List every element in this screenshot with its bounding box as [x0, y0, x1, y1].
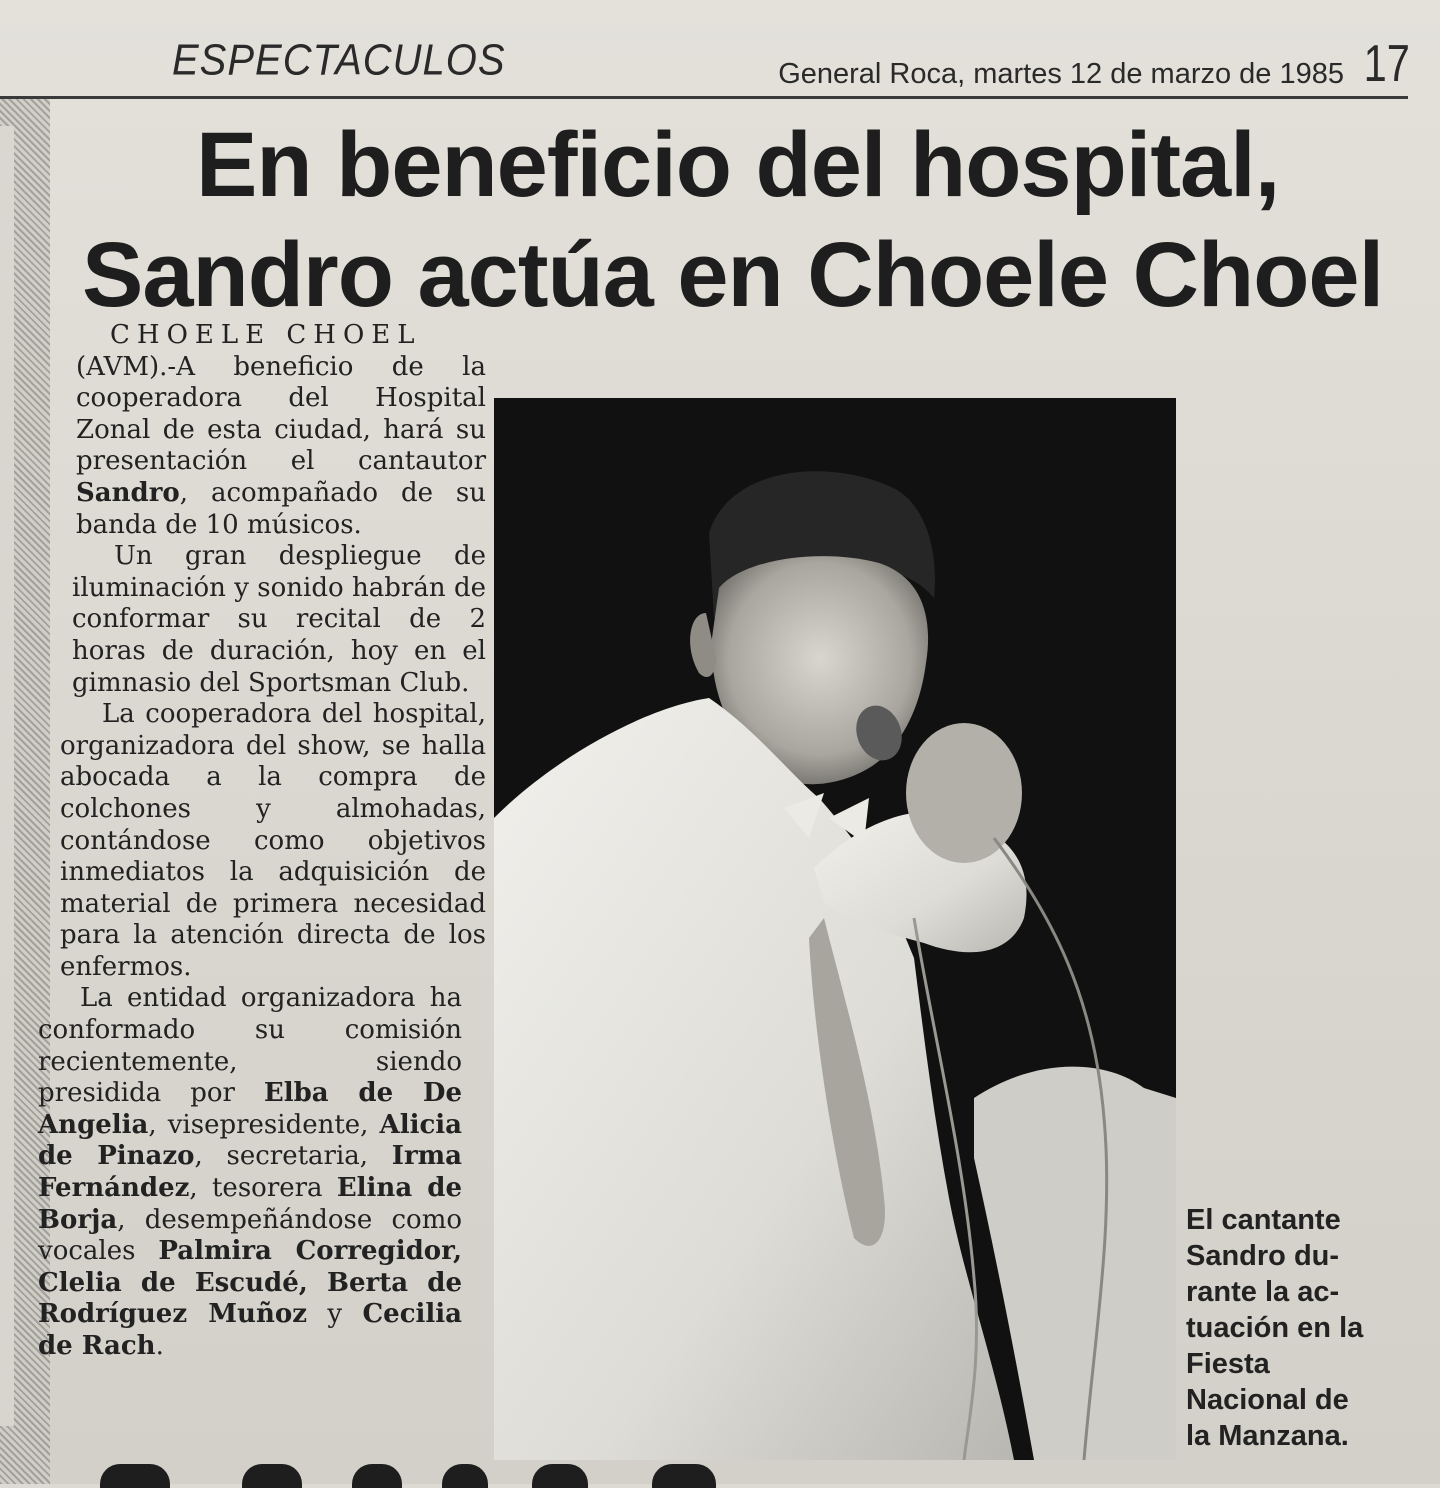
name-sandro: Sandro [76, 477, 180, 508]
caption-line: la Manzana. [1186, 1420, 1349, 1452]
caption-line: tuación en la [1186, 1312, 1364, 1344]
paragraph-3: La cooperadora del hospital, organizadora del show, se halla abocada a la compra de colchones y almohadas, contándose como objetivos inmediatos la adquisición de material de primera necesidad para la atención directa de los enfermos. [60, 699, 486, 982]
page-header [0, 30, 1410, 100]
caption-line: Sandro du- [1186, 1240, 1340, 1272]
paragraph-4: La entidad organizadora ha conformado su comisión recientemente, siendo presidida por Elba de De Angelia, visepresidente, Alicia de Pinazo, secretaria, Irma Fernández, tesorera Elina de Borja, desempeñándose como vocales Palmira Corregidor, Clelia de Escudé, Berta de Rodríguez Muñoz y Cecilia de Rach. [38, 983, 463, 1361]
caption-line: Nacional de [1186, 1384, 1349, 1416]
article-headline [82, 110, 1402, 330]
issue-dateline: General Roca, martes 12 de marzo de 1985 [778, 58, 1344, 90]
caption-line: El cantante [1186, 1204, 1341, 1236]
paragraph-2: Un gran despliegue de iluminación y sonido habrán de conformar su recital de 2 horas de duración, hoy en el gimnasio del Sportsman Club. [72, 541, 486, 698]
caption-line: Fiesta [1186, 1348, 1270, 1380]
header-rule [0, 96, 1408, 99]
section-title: ESPECTACULOS [172, 35, 506, 85]
headline-line-1: En beneficio del hospital, [196, 114, 1280, 216]
article-body [36, 320, 486, 1363]
headline-line-2: Sandro actúa en Choele Choel [82, 224, 1384, 326]
singer-photo-illustration [494, 398, 1176, 1460]
caption-line: rante la ac- [1186, 1276, 1340, 1308]
dateline-lead: CHOELE CHOEL [110, 320, 422, 350]
photo-caption [1186, 1202, 1386, 1454]
page-number: 17 [1363, 35, 1410, 93]
paragraph-1 [36, 320, 486, 352]
paragraph-1-body: (AVM).-A beneficio de la cooperadora del Hospital Zonal de esta ciudad, hará su presentación el cantautor Sandro, acompañado de su banda de 10 músicos. [76, 351, 486, 540]
performer-photo [494, 398, 1176, 1460]
